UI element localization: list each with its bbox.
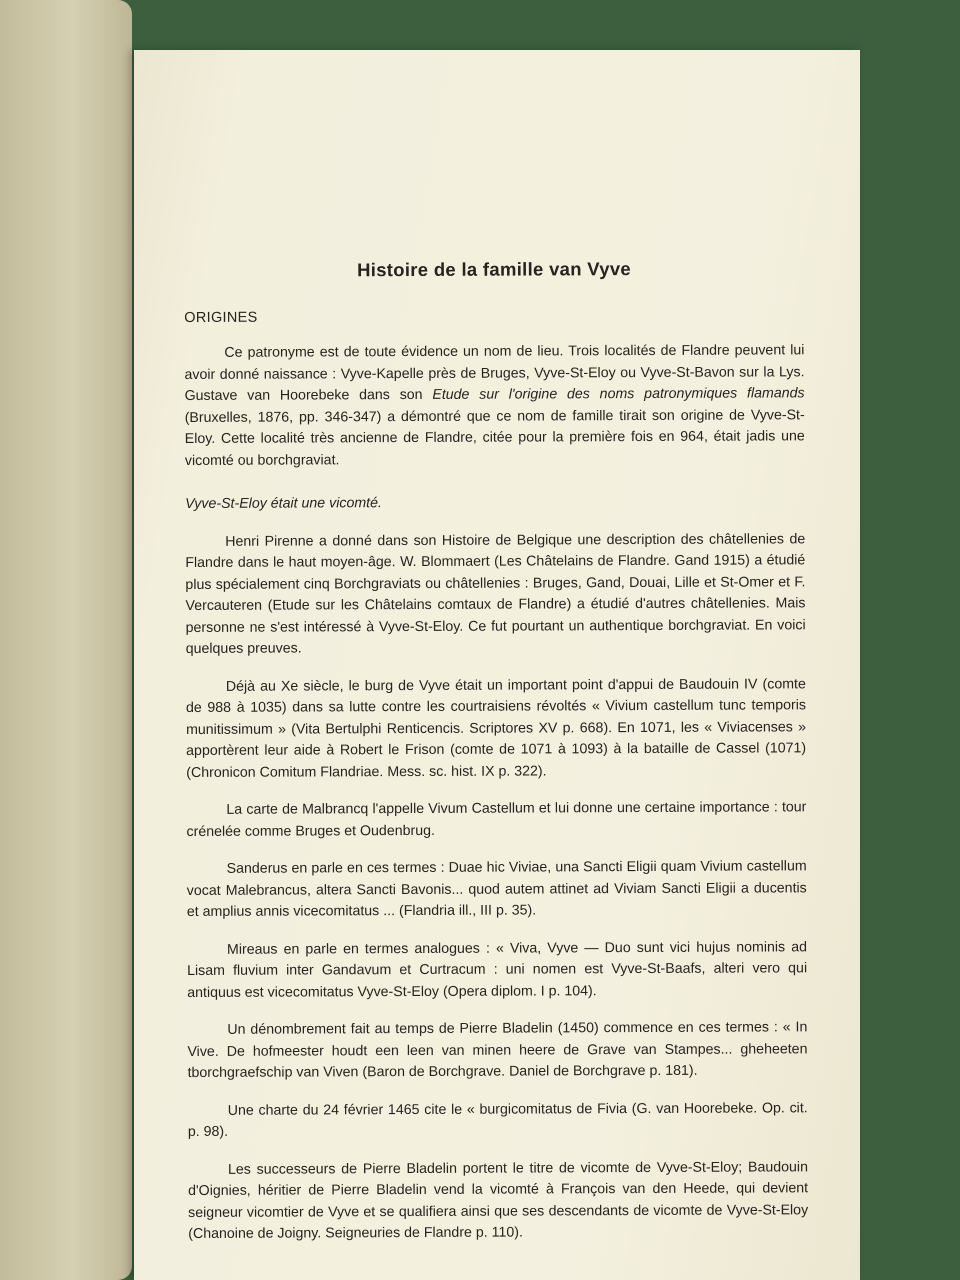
page-content — [184, 257, 808, 1261]
paragraph-1 — [184, 340, 805, 472]
paragraph-6: Mireaus en parle en termes analogues : « Viva, Vyve — Duo sunt vici hujus nominis ad Lisam fluvium inter Gandavum et Curtracum : uni nomen est Vyve-St-Baafs, alteri vero qui antiquus est vicecomitatus Vyve-St-Eloy (Opera diplom. I p. 104). — [187, 938, 808, 1001]
paragraph-7: Un dénombrement fait au temps de Pierre Bladelin (1450) commence en ces termes : « In Vive. De hofmeester houdt een leen van minen heere de Grave van Stampes... gheheeten tborchgraefschip van Viven (Baron de Borchgrave. Daniel de Borchgrave p. 181). — [187, 1019, 808, 1081]
book-title-italic: Etude sur l'origine des noms patronymiques flamands — [432, 385, 805, 403]
paragraph-8: Une charte du 24 février 1465 cite le « burgicomitatus de Fivia (G. van Hoorebeke. Op. cit. p. 98). — [187, 1099, 808, 1140]
paragraph-3: Déjà au Xe siècle, le burg de Vyve était un important point d'appui de Baudouin IV (comte de 988 à 1035) dans sa lutte contre les courtraisiens révoltés « Vivium castellum tunc temporis munitissimum » (Vita Bertulphi Renticencis. Scriptores XV p. 668). En 1071, les « Viviacenses » apportèrent leur aide à Robert le Frison (comte de 1071 à 1093) à la bataille de Cassel (1071) (Chronicon Comitum Flandriae. Mess. sc. hist. IX p. 322). — [185, 675, 807, 781]
section-label: ORIGINES — [184, 309, 258, 326]
page-title: Histoire de la famille van Vyve — [357, 258, 632, 281]
subheading: Vyve-St-Eloy était une vicomté. — [185, 495, 382, 512]
paragraph-9: Les successeurs de Pierre Bladelin portent le titre de vicomte de Vyve-St-Eloy; Baudouin d'Oignies, héritier de Pierre Bladelin vend la vicomté à François van den Heede, qui devient seigneur vicomtier de Vyve et se qualifiera ainsi que ses descendants de vicomte de Vyve-St-Eloy (Chanoine de Joigny. Seigneuries de Flandre p. 110). — [188, 1158, 809, 1242]
paragraph-2: Henri Pirenne a donné dans son Histoire de Belgique une description des châtellenies de Flandre dans le haut moyen-âge. W. Blommaert (Les Châtelains de Flandre. Gand 1915) a étudié plus spécialement cinq Borchgraviats ou châtellenies : Bruges, Gand, Douai, Lille et St-Omer et F. Vercauteren (Etude sur les Châtelains comtaux de Flandre) a étudié d'autres châtellenies. Mais personne ne s'est intéressé à Vyve-St-Eloy. Ce fut pourtant un authentique borchgraviat. En voici quelques preuves. — [185, 530, 806, 657]
paragraph-1-text-a: Ce patronyme est de toute évidence un nom de lieu. Trois localités de Flandre peuvent lui avoir donné naissance : Vyve-Kapelle près de Bruges, Vyve-St-Eloy ou Vyve-St-Bavon sur la Lys. Gustave van Hoorebeke dans son — [184, 342, 805, 404]
left-page-edge — [0, 0, 132, 1280]
paragraph-1-text-b: (Bruxelles, 1876, pp. 346-347) a démontré que ce nom de famille tirait son origine de Vyve-St-Eloy. Cette localité très ancienne de Flandre, citée pour la première fois en 964, était jadis une vicomté ou borchgraviat. — [184, 406, 805, 469]
book-page — [134, 50, 860, 1280]
paragraph-5: Sanderus en parle en ces termes : Duae hic Viviae, una Sancti Eligii quam Vivium castellum vocat Malebrancus, altera Sancti Bavonis... quod autem attinet ad Viviam Sancti Eligii a ducentis et amplius annis vicecomitatus ... (Flandria ill., III p. 35). — [186, 858, 807, 920]
paragraph-4: La carte de Malbrancq l'appelle Vivum Castellum et lui donne une certaine importance : tour crénelée comme Bruges et Oudenbrug. — [186, 799, 807, 840]
